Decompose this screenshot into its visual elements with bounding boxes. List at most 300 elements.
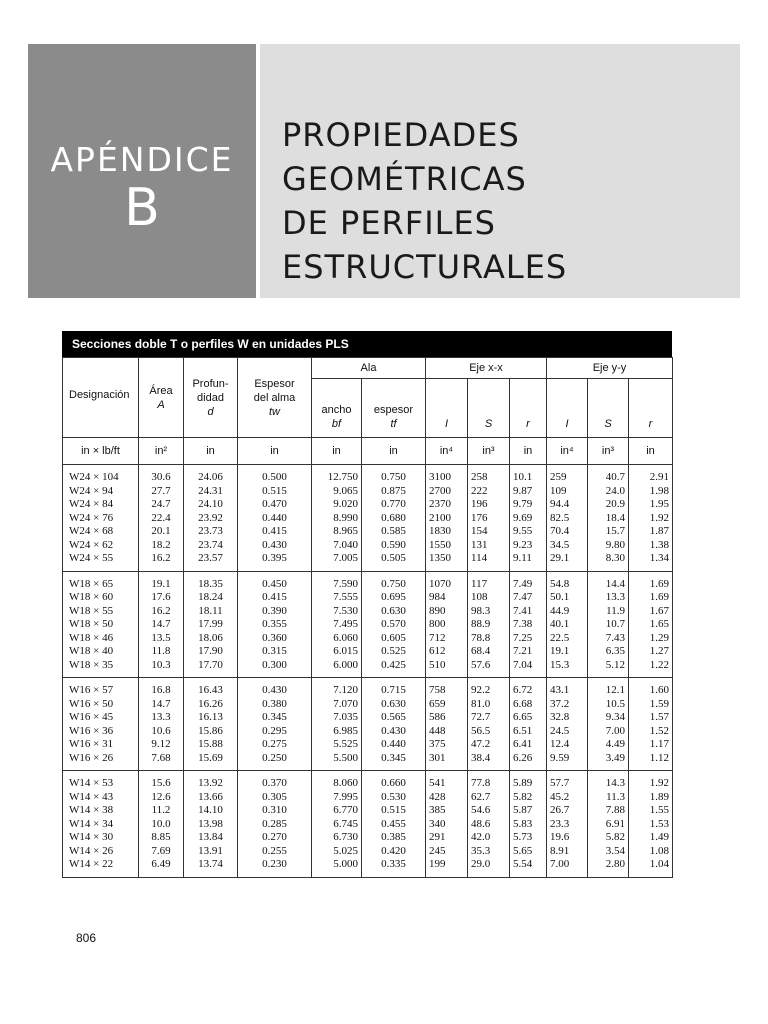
table-row <box>63 711 673 725</box>
value-cell: 13.92 <box>184 771 238 791</box>
value-cell: 6.985 <box>312 725 362 739</box>
value-cell: 9.11 <box>510 552 547 571</box>
value-cell: 20.9 <box>588 498 629 512</box>
value-cell: 98.3 <box>468 605 510 619</box>
value-cell: 0.750 <box>362 465 426 485</box>
value-cell: 0.390 <box>238 605 312 619</box>
value-cell: 0.530 <box>362 791 426 805</box>
value-cell: 659 <box>426 698 468 712</box>
value-cell: 0.345 <box>238 711 312 725</box>
table-row <box>63 659 673 678</box>
value-cell: 245 <box>426 845 468 859</box>
value-cell: 13.5 <box>139 632 184 646</box>
value-cell: 0.630 <box>362 605 426 619</box>
value-cell: 34.5 <box>547 539 588 553</box>
designation-cell: W16 × 26 <box>63 752 139 771</box>
value-cell: 11.2 <box>139 804 184 818</box>
value-cell: 0.425 <box>362 659 426 678</box>
value-cell: 1.04 <box>629 858 673 877</box>
value-cell: 340 <box>426 818 468 832</box>
value-cell: 0.430 <box>238 539 312 553</box>
designation-cell: W16 × 36 <box>63 725 139 739</box>
value-cell: 7.530 <box>312 605 362 619</box>
value-cell: 13.66 <box>184 791 238 805</box>
value-cell: 5.12 <box>588 659 629 678</box>
value-cell: 9.12 <box>139 738 184 752</box>
table-row <box>63 539 673 553</box>
appendix-label-block <box>28 44 256 298</box>
value-cell: 5.500 <box>312 752 362 771</box>
value-cell: 15.3 <box>547 659 588 678</box>
designation-cell: W18 × 35 <box>63 659 139 678</box>
value-cell: 0.875 <box>362 485 426 499</box>
table-row <box>63 831 673 845</box>
value-cell: 10.7 <box>588 618 629 632</box>
value-cell: 2.91 <box>629 465 673 485</box>
value-cell: 7.68 <box>139 752 184 771</box>
value-cell: 0.230 <box>238 858 312 877</box>
value-cell: 7.070 <box>312 698 362 712</box>
table-row <box>63 791 673 805</box>
value-cell: 301 <box>426 752 468 771</box>
value-cell: 0.295 <box>238 725 312 739</box>
value-cell: 2700 <box>426 485 468 499</box>
value-cell: 13.84 <box>184 831 238 845</box>
designation-cell: W14 × 53 <box>63 771 139 791</box>
value-cell: 47.2 <box>468 738 510 752</box>
table-row <box>63 525 673 539</box>
table-row <box>63 725 673 739</box>
value-cell: 18.06 <box>184 632 238 646</box>
value-cell: 7.995 <box>312 791 362 805</box>
value-cell: 0.455 <box>362 818 426 832</box>
value-cell: 19.1 <box>547 645 588 659</box>
value-cell: 57.6 <box>468 659 510 678</box>
value-cell: 45.2 <box>547 791 588 805</box>
value-cell: 35.3 <box>468 845 510 859</box>
col-header-flange-width: ancho bf <box>312 379 362 438</box>
group-header-eje-yy: Eje y-y <box>547 358 673 379</box>
value-cell: 62.7 <box>468 791 510 805</box>
value-cell: 8.30 <box>588 552 629 571</box>
value-cell: 15.7 <box>588 525 629 539</box>
value-cell: 0.415 <box>238 525 312 539</box>
value-cell: 81.0 <box>468 698 510 712</box>
value-cell: 9.59 <box>547 752 588 771</box>
value-cell: 15.69 <box>184 752 238 771</box>
value-cell: 1.69 <box>629 591 673 605</box>
value-cell: 0.500 <box>238 465 312 485</box>
value-cell: 16.13 <box>184 711 238 725</box>
appendix-letter: B <box>124 178 160 238</box>
unit-cell: in <box>238 438 312 465</box>
value-cell: 1.67 <box>629 605 673 619</box>
table-row <box>63 485 673 499</box>
value-cell: 32.8 <box>547 711 588 725</box>
value-cell: 18.11 <box>184 605 238 619</box>
value-cell: 10.3 <box>139 659 184 678</box>
value-cell: 0.430 <box>238 678 312 698</box>
value-cell: 7.25 <box>510 632 547 646</box>
value-cell: 800 <box>426 618 468 632</box>
value-cell: 199 <box>426 858 468 877</box>
designation-cell: W24 × 84 <box>63 498 139 512</box>
col-header-iy: I <box>547 379 588 438</box>
value-cell: 8.965 <box>312 525 362 539</box>
value-cell: 0.345 <box>362 752 426 771</box>
value-cell: 92.2 <box>468 678 510 698</box>
value-cell: 0.695 <box>362 591 426 605</box>
value-cell: 8.91 <box>547 845 588 859</box>
value-cell: 72.7 <box>468 711 510 725</box>
value-cell: 7.555 <box>312 591 362 605</box>
value-cell: 176 <box>468 512 510 526</box>
value-cell: 82.5 <box>547 512 588 526</box>
value-cell: 16.26 <box>184 698 238 712</box>
value-cell: 6.91 <box>588 818 629 832</box>
value-cell: 77.8 <box>468 771 510 791</box>
value-cell: 758 <box>426 678 468 698</box>
value-cell: 117 <box>468 571 510 591</box>
value-cell: 258 <box>468 465 510 485</box>
value-cell: 7.49 <box>510 571 547 591</box>
designation-cell: W24 × 104 <box>63 465 139 485</box>
designation-cell: W18 × 55 <box>63 605 139 619</box>
value-cell: 890 <box>426 605 468 619</box>
value-cell: 0.590 <box>362 539 426 553</box>
page-number: 806 <box>76 931 97 945</box>
value-cell: 17.70 <box>184 659 238 678</box>
value-cell: 38.4 <box>468 752 510 771</box>
value-cell: 18.2 <box>139 539 184 553</box>
value-cell: 385 <box>426 804 468 818</box>
unit-cell: in <box>510 438 547 465</box>
value-cell: 1.38 <box>629 539 673 553</box>
value-cell: 13.98 <box>184 818 238 832</box>
w-shapes-table <box>62 331 672 878</box>
table-row <box>63 512 673 526</box>
value-cell: 0.470 <box>238 498 312 512</box>
value-cell: 8.990 <box>312 512 362 526</box>
value-cell: 54.8 <box>547 571 588 591</box>
designation-cell: W24 × 68 <box>63 525 139 539</box>
value-cell: 8.060 <box>312 771 362 791</box>
col-header-ix: I <box>426 379 468 438</box>
value-cell: 1.59 <box>629 698 673 712</box>
value-cell: 14.3 <box>588 771 629 791</box>
appendix-word: APÉNDICE <box>50 140 234 179</box>
table-group-w18 <box>63 571 673 678</box>
value-cell: 291 <box>426 831 468 845</box>
value-cell: 0.300 <box>238 659 312 678</box>
value-cell: 9.55 <box>510 525 547 539</box>
value-cell: 24.31 <box>184 485 238 499</box>
unit-cell: in <box>362 438 426 465</box>
value-cell: 7.495 <box>312 618 362 632</box>
value-cell: 0.380 <box>238 698 312 712</box>
value-cell: 30.6 <box>139 465 184 485</box>
value-cell: 56.5 <box>468 725 510 739</box>
designation-cell: W18 × 40 <box>63 645 139 659</box>
value-cell: 114 <box>468 552 510 571</box>
value-cell: 15.6 <box>139 771 184 791</box>
value-cell: 6.65 <box>510 711 547 725</box>
value-cell: 13.74 <box>184 858 238 877</box>
value-cell: 375 <box>426 738 468 752</box>
value-cell: 11.9 <box>588 605 629 619</box>
value-cell: 5.54 <box>510 858 547 877</box>
value-cell: 712 <box>426 632 468 646</box>
value-cell: 10.5 <box>588 698 629 712</box>
value-cell: 7.21 <box>510 645 547 659</box>
table-row <box>63 465 673 485</box>
value-cell: 5.89 <box>510 771 547 791</box>
value-cell: 1.49 <box>629 831 673 845</box>
value-cell: 1.57 <box>629 711 673 725</box>
value-cell: 57.7 <box>547 771 588 791</box>
value-cell: 0.310 <box>238 804 312 818</box>
value-cell: 18.35 <box>184 571 238 591</box>
table-row <box>63 858 673 877</box>
designation-cell: W18 × 65 <box>63 571 139 591</box>
value-cell: 109 <box>547 485 588 499</box>
value-cell: 40.7 <box>588 465 629 485</box>
value-cell: 4.49 <box>588 738 629 752</box>
units-row <box>63 438 673 465</box>
value-cell: 1.34 <box>629 552 673 571</box>
unit-cell: in <box>184 438 238 465</box>
value-cell: 1070 <box>426 571 468 591</box>
value-cell: 7.00 <box>588 725 629 739</box>
designation-cell: W24 × 94 <box>63 485 139 499</box>
value-cell: 29.0 <box>468 858 510 877</box>
value-cell: 1830 <box>426 525 468 539</box>
value-cell: 12.1 <box>588 678 629 698</box>
value-cell: 48.6 <box>468 818 510 832</box>
value-cell: 6.49 <box>139 858 184 877</box>
value-cell: 6.000 <box>312 659 362 678</box>
value-cell: 7.88 <box>588 804 629 818</box>
value-cell: 0.505 <box>362 552 426 571</box>
value-cell: 19.6 <box>547 831 588 845</box>
value-cell: 44.9 <box>547 605 588 619</box>
value-cell: 14.10 <box>184 804 238 818</box>
value-cell: 1.17 <box>629 738 673 752</box>
designation-cell: W24 × 76 <box>63 512 139 526</box>
value-cell: 6.26 <box>510 752 547 771</box>
value-cell: 1.92 <box>629 771 673 791</box>
table-group-w24 <box>63 465 673 572</box>
col-header-ry: r <box>629 379 673 438</box>
value-cell: 9.80 <box>588 539 629 553</box>
designation-cell: W16 × 50 <box>63 698 139 712</box>
value-cell: 1.95 <box>629 498 673 512</box>
value-cell: 0.750 <box>362 571 426 591</box>
value-cell: 16.8 <box>139 678 184 698</box>
value-cell: 68.4 <box>468 645 510 659</box>
designation-cell: W16 × 57 <box>63 678 139 698</box>
value-cell: 6.060 <box>312 632 362 646</box>
value-cell: 18.4 <box>588 512 629 526</box>
value-cell: 5.65 <box>510 845 547 859</box>
value-cell: 12.750 <box>312 465 362 485</box>
unit-cell: in² <box>139 438 184 465</box>
value-cell: 23.73 <box>184 525 238 539</box>
value-cell: 108 <box>468 591 510 605</box>
value-cell: 24.0 <box>588 485 629 499</box>
value-cell: 0.285 <box>238 818 312 832</box>
value-cell: 1.65 <box>629 618 673 632</box>
col-header-depth: Profun- didad d <box>184 358 238 438</box>
value-cell: 0.355 <box>238 618 312 632</box>
col-header-area: Área A <box>139 358 184 438</box>
value-cell: 0.570 <box>362 618 426 632</box>
value-cell: 196 <box>468 498 510 512</box>
unit-cell: in³ <box>468 438 510 465</box>
value-cell: 7.035 <box>312 711 362 725</box>
value-cell: 1.87 <box>629 525 673 539</box>
value-cell: 15.88 <box>184 738 238 752</box>
designation-cell: W14 × 26 <box>63 845 139 859</box>
properties-table <box>62 357 673 878</box>
value-cell: 5.73 <box>510 831 547 845</box>
value-cell: 11.8 <box>139 645 184 659</box>
group-header-row <box>63 358 673 379</box>
value-cell: 0.275 <box>238 738 312 752</box>
group-header-eje-xx: Eje x-x <box>426 358 547 379</box>
value-cell: 19.1 <box>139 571 184 591</box>
value-cell: 8.85 <box>139 831 184 845</box>
value-cell: 7.590 <box>312 571 362 591</box>
value-cell: 9.69 <box>510 512 547 526</box>
table-row <box>63 698 673 712</box>
value-cell: 1.22 <box>629 659 673 678</box>
value-cell: 1.60 <box>629 678 673 698</box>
col-header-flange-thickness: espesor tf <box>362 379 426 438</box>
value-cell: 13.91 <box>184 845 238 859</box>
value-cell: 2370 <box>426 498 468 512</box>
value-cell: 6.015 <box>312 645 362 659</box>
unit-cell: in³ <box>588 438 629 465</box>
value-cell: 0.525 <box>362 645 426 659</box>
value-cell: 131 <box>468 539 510 553</box>
value-cell: 0.360 <box>238 632 312 646</box>
value-cell: 17.99 <box>184 618 238 632</box>
value-cell: 50.1 <box>547 591 588 605</box>
value-cell: 16.43 <box>184 678 238 698</box>
value-cell: 612 <box>426 645 468 659</box>
table-row <box>63 818 673 832</box>
value-cell: 16.2 <box>139 605 184 619</box>
value-cell: 9.79 <box>510 498 547 512</box>
value-cell: 0.385 <box>362 831 426 845</box>
designation-cell: W14 × 43 <box>63 791 139 805</box>
value-cell: 0.585 <box>362 525 426 539</box>
value-cell: 0.335 <box>362 858 426 877</box>
col-header-web-thickness: Espesor del alma tw <box>238 358 312 438</box>
designation-cell: W16 × 31 <box>63 738 139 752</box>
value-cell: 9.87 <box>510 485 547 499</box>
value-cell: 5.87 <box>510 804 547 818</box>
value-cell: 20.1 <box>139 525 184 539</box>
table-row <box>63 804 673 818</box>
value-cell: 11.3 <box>588 791 629 805</box>
table-row <box>63 552 673 571</box>
chapter-title-line: DE PERFILES <box>282 204 496 242</box>
value-cell: 78.8 <box>468 632 510 646</box>
designation-cell: W18 × 46 <box>63 632 139 646</box>
value-cell: 1.29 <box>629 632 673 646</box>
value-cell: 9.065 <box>312 485 362 499</box>
value-cell: 1.12 <box>629 752 673 771</box>
table-group-w14 <box>63 771 673 878</box>
designation-cell: W14 × 34 <box>63 818 139 832</box>
value-cell: 24.06 <box>184 465 238 485</box>
value-cell: 27.7 <box>139 485 184 499</box>
value-cell: 3.54 <box>588 845 629 859</box>
value-cell: 7.47 <box>510 591 547 605</box>
value-cell: 5.525 <box>312 738 362 752</box>
value-cell: 54.6 <box>468 804 510 818</box>
value-cell: 5.82 <box>588 831 629 845</box>
table-row <box>63 752 673 771</box>
value-cell: 0.440 <box>362 738 426 752</box>
value-cell: 6.41 <box>510 738 547 752</box>
value-cell: 0.255 <box>238 845 312 859</box>
value-cell: 6.745 <box>312 818 362 832</box>
value-cell: 154 <box>468 525 510 539</box>
value-cell: 7.120 <box>312 678 362 698</box>
value-cell: 0.250 <box>238 752 312 771</box>
value-cell: 0.430 <box>362 725 426 739</box>
designation-cell: W14 × 30 <box>63 831 139 845</box>
value-cell: 13.3 <box>588 591 629 605</box>
value-cell: 7.38 <box>510 618 547 632</box>
value-cell: 6.770 <box>312 804 362 818</box>
value-cell: 24.10 <box>184 498 238 512</box>
value-cell: 5.82 <box>510 791 547 805</box>
designation-cell: W24 × 62 <box>63 539 139 553</box>
value-cell: 0.270 <box>238 831 312 845</box>
value-cell: 9.34 <box>588 711 629 725</box>
value-cell: 6.72 <box>510 678 547 698</box>
value-cell: 510 <box>426 659 468 678</box>
value-cell: 7.43 <box>588 632 629 646</box>
value-cell: 9.020 <box>312 498 362 512</box>
table-row <box>63 605 673 619</box>
value-cell: 70.4 <box>547 525 588 539</box>
col-header-sy: S <box>588 379 629 438</box>
designation-cell: W18 × 60 <box>63 591 139 605</box>
value-cell: 0.515 <box>362 804 426 818</box>
table-row <box>63 618 673 632</box>
value-cell: 7.41 <box>510 605 547 619</box>
value-cell: 0.680 <box>362 512 426 526</box>
value-cell: 1.55 <box>629 804 673 818</box>
value-cell: 1.98 <box>629 485 673 499</box>
value-cell: 0.770 <box>362 498 426 512</box>
chapter-title-line: PROPIEDADES <box>282 116 520 154</box>
value-cell: 5.025 <box>312 845 362 859</box>
value-cell: 10.6 <box>139 725 184 739</box>
value-cell: 24.7 <box>139 498 184 512</box>
value-cell: 222 <box>468 485 510 499</box>
unit-cell: in⁴ <box>547 438 588 465</box>
chapter-title-line: GEOMÉTRICAS <box>282 160 527 198</box>
value-cell: 22.4 <box>139 512 184 526</box>
value-cell: 448 <box>426 725 468 739</box>
col-header-sx: S <box>468 379 510 438</box>
